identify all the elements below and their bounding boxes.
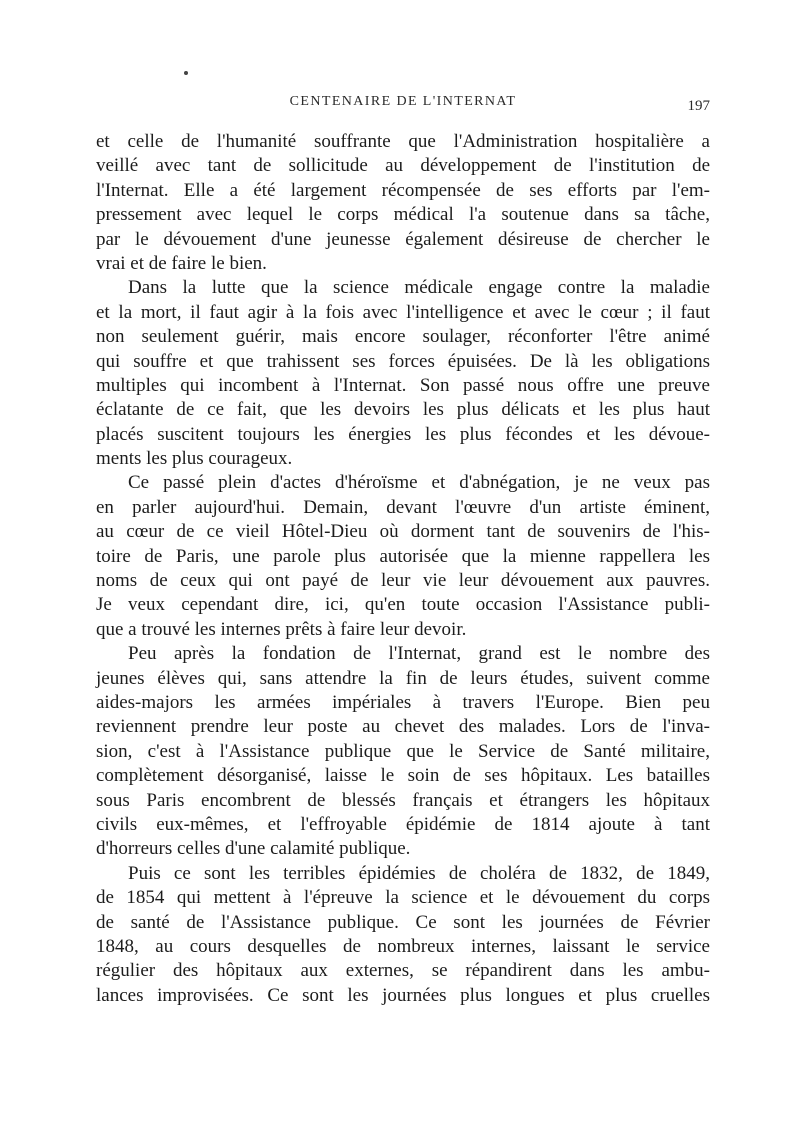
text-line: pressement avec lequel le corps médical l'a soutenue dans sa tâche, [96, 204, 710, 226]
text-line: veillé avec tant de sollicitude au développement de l'institution de [96, 155, 710, 177]
text-line: l'Internat. Elle a été largement récompensée de ses efforts par l'em- [96, 179, 710, 201]
text-line: 1848, au cours desquelles de nombreux internes, laissant le service [96, 935, 710, 957]
text-line: de 1854 qui mettent à l'épreuve la science et le dévouement du corps [96, 887, 710, 909]
text-line: ments les plus courageux. [96, 448, 293, 470]
running-head: CENTENAIRE DE L'INTERNAT [289, 94, 517, 109]
text-line: non seulement guérir, mais encore soulager, réconforter l'être animé [96, 326, 710, 348]
text-line: Dans la lutte que la science médicale engage contre la maladie [128, 277, 710, 299]
text-line: par le dévouement d'une jeunesse également désireuse de chercher le [96, 228, 710, 250]
text-line: sion, c'est à l'Assistance publique que le Service de Santé militaire, [96, 740, 710, 762]
text-line: qui souffre et que trahissent ses forces épuisées. De là les obligations [96, 350, 710, 372]
text-line: aides-majors les armées impériales à travers l'Europe. Bien peu [96, 691, 710, 713]
text-line: et celle de l'humanité souffrante que l'Administration hospitalière a [96, 131, 710, 152]
text-line: éclatante de ce fait, que les devoirs les plus délicats et les plus haut [96, 399, 710, 421]
text-line: lances improvisées. Ce sont les journées plus longues et plus cruelles [96, 984, 710, 1006]
text-line: Peu après la fondation de l'Internat, grand est le nombre des [128, 643, 710, 665]
text-line: Puis ce sont les terribles épidémies de choléra de 1832, de 1849, [128, 862, 710, 884]
text-line: complètement désorganisé, laisse le soin de ses hôpitaux. Les batailles [96, 765, 710, 787]
text-line: toire de Paris, une parole plus autorisée que la mienne rappellera les [96, 545, 710, 567]
text-line: reviennent prendre leur poste au chevet des malades. Lors de l'inva- [96, 716, 710, 738]
text-line: de santé de l'Assistance publique. Ce sont les journées de Février [96, 911, 710, 933]
text-line: d'horreurs celles d'une calamité publique. [96, 838, 411, 860]
text-line: et la mort, il faut agir à la fois avec l'intelligence et avec le cœur ; il faut [96, 301, 710, 323]
text-line: placés suscitent toujours les énergies les plus fécondes et les dévoue- [96, 423, 710, 445]
text-line: vrai et de faire le bien. [96, 252, 267, 274]
text-line: au cœur de ce vieil Hôtel-Dieu où dorment tant de souvenirs de l'his- [96, 521, 710, 543]
text-line: noms de ceux qui ont payé de leur vie leur dévouement aux pauvres. [96, 570, 710, 592]
text-line: régulier des hôpitaux aux externes, se répandirent dans les ambu- [96, 960, 710, 982]
body-text [96, 130, 710, 1008]
text-line: en parler aujourd'hui. Demain, devant l'œuvre d'un artiste éminent, [96, 496, 710, 518]
page-header [96, 94, 710, 116]
ink-speck [184, 71, 188, 75]
text-line: que a trouvé les internes prêts à faire leur devoir. [96, 618, 467, 640]
text-line: jeunes élèves qui, sans attendre la fin de leurs études, suivent comme [96, 667, 710, 689]
text-line: multiples qui incombent à l'Internat. Son passé nous offre une preuve [96, 374, 710, 396]
text-line: Ce passé plein d'actes d'héroïsme et d'abnégation, je ne veux pas [128, 472, 710, 494]
page-number: 197 [687, 98, 710, 114]
text-line: civils eux-mêmes, et l'effroyable épidémie de 1814 ajoute à tant [96, 813, 710, 835]
text-line: Je veux cependant dire, ici, qu'en toute occasion l'Assistance publi- [96, 594, 710, 616]
text-line: sous Paris encombrent de blessés français et étrangers les hôpitaux [96, 789, 710, 811]
